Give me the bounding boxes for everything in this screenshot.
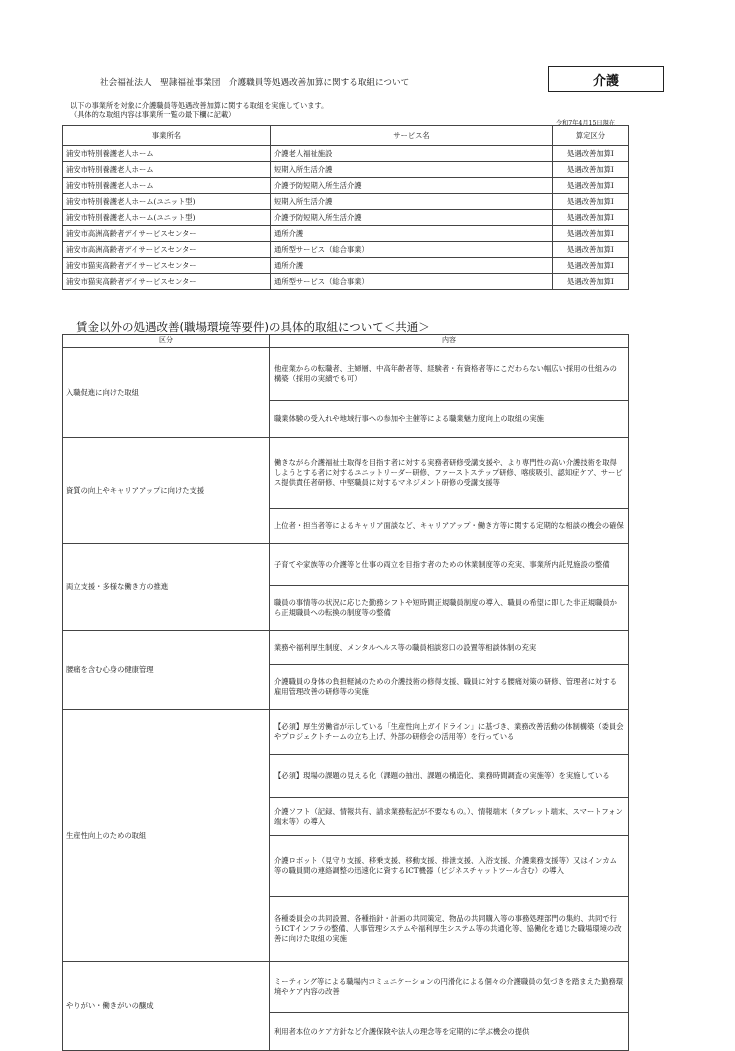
service-name-cell: 介護老人福祉施設 [271,146,553,162]
table-row [63,544,629,586]
measure-content-cell: 各種委員会の共同設置、各種指針・計画の共同策定、物品の共同購入等の事務処理部門の集約、共同で行うICTインフラの整備、人事管理システムや福利厚生システム等の共通化等、協働化を通じた職場環境の改善に向けた取組の実施 [270,897,629,962]
calc-category-cell: 処遇改善加算Ⅰ [553,194,629,210]
service-name-cell: 短期入所生活介護 [271,194,553,210]
office-name-cell: 浦安市高洲高齢者デイサービスセンター [63,242,271,258]
calc-category-cell: 処遇改善加算Ⅰ [553,162,629,178]
table-row [63,438,629,509]
document-title: 社会福祉法人 聖隷福祉事業団 介護職員等処遇改善加算に関する取組について [100,78,410,88]
table-row [63,242,629,258]
offices-table-header [63,126,629,146]
measure-content-cell: 【必須】厚生労働省が示している「生産性向上ガイドライン」に基づき、業務改善活動の体制構築（委員会やプロジェクトチームの立ち上げ、外部の研修会の活用等）を行っている [270,710,629,755]
service-type-badge: 介護 [548,66,664,92]
office-name-cell: 浦安市猫実高齢者デイサービスセンター [63,274,271,290]
table-row [63,710,629,755]
measure-category-cell: 両立支援・多様な働き方の推進 [63,544,270,631]
office-name-cell: 浦安市猫実高齢者デイサービスセンター [63,258,271,274]
calc-category-cell: 処遇改善加算Ⅰ [553,242,629,258]
measure-content-cell: 働きながら介護福祉士取得を目指す者に対する実務者研修受講支援や、より専門性の高い介護技術を取得しようとする者に対するユニットリーダー研修、ファーストステップ研修、喀痰吸引、認知症ケア、サービス提供責任者研修、中堅職員に対するマネジメント研修の受講支援等 [270,438,629,509]
offices-table [62,125,629,290]
table-row [63,631,629,665]
office-name-cell: 浦安市特別養護老人ホーム [63,162,271,178]
calc-category-cell: 処遇改善加算Ⅰ [553,274,629,290]
office-name-cell: 浦安市特別養護老人ホーム(ユニット型) [63,210,271,226]
table-row [63,162,629,178]
measure-category-cell: 生産性向上のための取組 [63,710,270,962]
measure-category-cell: 資質の向上やキャリアアップに向けた支援 [63,438,270,544]
table-row [63,146,629,162]
table-row [63,258,629,274]
measure-category-cell: 腰痛を含む心身の健康管理 [63,631,270,710]
measure-content-cell: 利用者本位のケア方針など介護保険や法人の理念等を定期的に学ぶ機会の提供 [270,1013,629,1051]
measure-content-cell: ミーティング等による職場内コミュニケーションの円滑化による個々の介護職員の気づきを踏まえた勤務環境やケア内容の改善 [270,962,629,1013]
measure-category-cell: 入職促進に向けた取組 [63,348,270,438]
service-name-cell: 介護予防短期入所生活介護 [271,178,553,194]
office-name-cell: 浦安市特別養護老人ホーム [63,146,271,162]
office-name-cell: 浦安市特別養護老人ホーム [63,178,271,194]
office-name-cell: 浦安市特別養護老人ホーム(ユニット型) [63,194,271,210]
service-name-cell: 通所介護 [271,258,553,274]
table-row [63,178,629,194]
measure-content-cell: 子育てや家族等の介護等と仕事の両立を目指す者のための休業制度等の充実、事業所内託児施設の整備 [270,544,629,586]
calc-category-cell: 処遇改善加算Ⅰ [553,258,629,274]
table-row [63,194,629,210]
service-name-cell: 短期入所生活介護 [271,162,553,178]
calc-category-cell: 処遇改善加算Ⅰ [553,226,629,242]
header-service: サービス名 [271,126,553,146]
service-name-cell: 通所型サービス（総合事業） [271,242,553,258]
measure-content-cell: 介護ロボット（見守り支援、移乗支援、移動支援、排泄支援、入浴支援、介護業務支援等）又はインカム等の職員間の連絡調整の迅速化に資するICT機器（ビジネスチャットツール含む）の導入 [270,836,629,897]
calc-category-cell: 処遇改善加算Ⅰ [553,178,629,194]
measure-content-cell: 職員の事情等の状況に応じた勤務シフトや短時間正規職員制度の導入、職員の希望に即した非正規職員から正規職員への転換の制度等の整備 [270,586,629,631]
calc-category-cell: 処遇改善加算Ⅰ [553,210,629,226]
table-row [63,962,629,1013]
measure-category-cell: やりがい・働きがいの醸成 [63,962,270,1051]
measure-content-cell: 上位者・担当者等によるキャリア面談など、キャリアアップ・働き方等に関する定期的な相談の機会の確保 [270,509,629,544]
measures-table [62,334,629,1051]
measure-content-cell: 業務や福利厚生制度、メンタルヘルス等の職員相談窓口の設置等相談体制の充実 [270,631,629,665]
as-of-date: 令和7年4月15日現在 [555,120,615,127]
service-name-cell: 介護予防短期入所生活介護 [271,210,553,226]
measure-content-cell: 他産業からの転職者、主婦層、中高年齢者等、経験者・有資格者等にこだわらない幅広い採用の仕組みの構築（採用の実績でも可） [270,348,629,401]
section-title: 賃金以外の処遇改善(職場環境等要件)の具体的取組について＜共通＞ [76,320,430,334]
header-category: 算定区分 [553,126,629,146]
measures-table-header [63,335,629,348]
measure-content-cell: 介護ソフト（記録、情報共有、請求業務転記が不要なもの。）、情報端末（タブレット端末、スマートフォン端末等）の導入 [270,798,629,836]
header-content: 内容 [270,335,629,348]
measure-content-cell: 介護職員の身体の負担軽減のための介護技術の修得支援、職員に対する腰痛対策の研修、管理者に対する雇用管理改善の研修等の実施 [270,665,629,710]
table-row [63,226,629,242]
table-row [63,274,629,290]
table-row [63,210,629,226]
measure-content-cell: 【必須】現場の課題の見える化（課題の抽出、課題の構造化、業務時間調査の実施等）を実施している [270,755,629,798]
intro-line-2: （具体的な取組内容は事業所一覧の最下欄に記載） [70,110,236,119]
service-name-cell: 通所介護 [271,226,553,242]
intro-line-1: 以下の事業所を対象に介護職員等処遇改善加算に関する取組を実施しています。 [70,101,329,110]
header-office: 事業所名 [63,126,271,146]
table-row [63,348,629,401]
office-name-cell: 浦安市高洲高齢者デイサービスセンター [63,226,271,242]
measure-content-cell: 職業体験の受入れや地域行事への参加や主催等による職業魅力度向上の取組の実施 [270,401,629,438]
header-section: 区分 [63,335,270,348]
service-name-cell: 通所型サービス（総合事業） [271,274,553,290]
calc-category-cell: 処遇改善加算Ⅰ [553,146,629,162]
